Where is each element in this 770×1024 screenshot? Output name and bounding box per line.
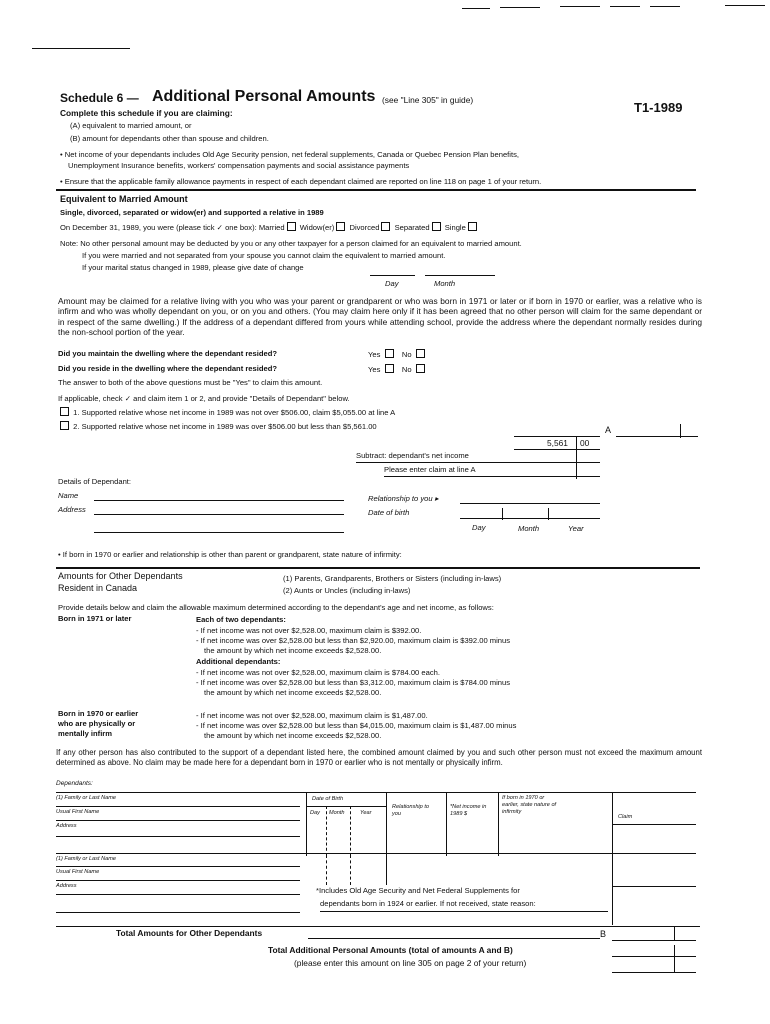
see-guide-note: (see "Line 305" in guide) [382,95,474,105]
scan-mark [560,6,600,7]
question-reside: Did you reside in the dwelling where the dependant resided? [58,364,277,373]
status-prompt: On December 31, 1989, you were (please tick ✓ one box): [60,223,257,232]
dependants-label: Dependants: [56,780,93,787]
line-b-marker: B [600,929,607,939]
enter-claim-label: Please enter claim at line A [384,465,476,474]
status-widower: Widow(er) [299,223,335,232]
col-net-income: *Net income in 1989 $ [450,804,487,817]
q1-yes-checkbox[interactable] [385,349,394,358]
q2-yes-checkbox[interactable] [385,364,394,373]
first-name-field-2[interactable] [56,880,300,881]
dob-divider [502,508,503,520]
col-date-of-birth: Date of Birth [312,796,344,802]
col-address-2: Address [56,883,77,889]
total-additional-note: (please enter this amount on line 305 on page 2 of your return) [294,958,527,968]
rule-5: - If net income was not over $2,528.00, maximum claim is $1,487.00. [196,711,428,720]
binding-line [32,48,130,49]
status-separated: Separated [394,223,430,232]
answer-requirement-note: The answer to both of the above questions must be "Yes" to claim this amount. [58,378,323,387]
dob-month-label: Month [518,524,540,533]
footnote-1: *Includes Old Age Security and Net Federal Supplements for [316,886,520,895]
change-day-field[interactable] [370,275,415,276]
change-month-field[interactable] [425,275,495,276]
dob-label: Date of birth [368,508,410,517]
address-field-2b[interactable] [56,912,300,913]
q1-yes-label: Yes [368,350,381,359]
footnote-reason-field[interactable] [320,911,608,912]
dob-divider [548,508,549,520]
additional-label: Additional dependants: [196,657,281,666]
rule-2: - If net income was over $2,528.00 but less than $2,920.00, maximum claim is $392.00 minus [196,636,511,645]
family-name-field-2[interactable] [56,866,300,867]
base-amount-dollars: 5,561 [547,438,568,448]
born-1971-label: Born in 1971 or later [58,614,132,623]
scan-mark [500,7,540,8]
note-line-2: If you were married and not separated from your spouse you cannot claim the equivalent to married amount. [82,251,446,260]
col-family-name: (1) Family or Last Name [56,795,116,801]
born-1970-label: Born in 1970 or earlier [58,709,139,718]
each-two-label: Each of two dependants: [196,615,286,624]
rule-6-cont: the amount by which net income exceeds $2,528.00. [204,731,382,740]
q2-no-checkbox[interactable] [416,364,425,373]
dependant-name-field[interactable] [94,500,344,501]
col-first-name-2: Usual First Name [56,869,100,875]
q1-answers [368,349,427,359]
q2-no-label: No [401,365,412,374]
single-checkbox[interactable] [468,222,477,231]
equivalent-subheading: Single, divorced, separated or widow(er) and supported a relative in 1989 [60,208,324,217]
calc-box-top [514,436,600,437]
first-name-field[interactable] [56,820,300,821]
dob-field[interactable] [460,518,600,519]
subtract-label: Subtract: dependant's net income [356,451,469,460]
col-infirmity: If born in 1970 or earlier, state nature of infirmity [502,795,557,815]
option-a: (A) equivalent to married amount, or [70,121,192,130]
q1-no-checkbox[interactable] [416,349,425,358]
table-col-rule [326,855,327,885]
rule-3: - If net income was not over $2,528.00, maximum claim is $784.00 each. [196,668,440,677]
total-additional-double [612,972,696,973]
table-col-rule [446,792,447,856]
marital-status-row [60,222,479,232]
q1-no-label: No [401,350,412,359]
item-1-checkbox[interactable] [60,407,69,416]
table-col-rule [350,855,351,885]
line-b-field[interactable] [612,940,696,941]
change-month-label: Month [434,279,456,288]
table-col-rule [386,792,387,856]
eligibility-paragraph: Amount may be claimed for a relative living with you who was your parent or grandparent or who was born in 1971 or later or if born in 1970 or earlier, was a relative who is infirm and who was wholly dependant on you, or on you and others. (You may claim here only if it has been agreed that no other person will claim for the same dependant or in respect of the same dwelling.) If the address of a dependant differed from yours while attending school, provide the address where the dependant normally resides during the non-school portion of the year. [58,296,702,337]
item-2-checkbox[interactable] [60,421,69,430]
status-married: Married [258,223,285,232]
total-other-leader [308,938,600,939]
rule-6: - If net income was over $2,528.00 but less than $4,015.00, maximum claim is $1,487.00 minus [196,721,517,730]
table-col-rule [350,806,351,856]
table-col-rule [498,792,499,856]
col-claim: Claim [618,814,633,820]
combined-claim-paragraph: If any other person has also contributed to the support of a dependant listed here, the combined amount claimed by you and such other person must not exceed the maximum amount determined as above. No claim may be made here for a dependant born in 1970 or earlier who is not mentally or physically infirm. [56,748,702,767]
line-b-cents-separator [674,927,675,941]
rule-2-cont: the amount by which net income exceeds $2,528.00. [204,646,382,655]
bullet-family-allowance: • Ensure that the applicable family allowance payments in respect of each dependant claimed are reported on line 118 on page 1 of your return. [60,177,542,186]
dependant-address-field[interactable] [94,514,344,515]
relationship-label: Relationship to you ▸ [368,494,439,503]
total-additional-label: Total Additional Personal Amounts (total of amounts A and B) [268,945,513,955]
col-day: Day [310,810,320,816]
born-1970-label-2: who are physically or [58,719,136,728]
totals-divider [56,926,700,927]
item-1-row [58,407,395,417]
rule-1: - If net income was not over $2,528.00, maximum claim is $392.00. [196,626,422,635]
rule-4: - If net income was over $2,528.00 but less than $3,312.00, maximum claim is $784.00 minus [196,678,511,687]
col-address: Address [56,823,77,829]
relationship-field[interactable] [460,503,600,504]
dob-year-label: Year [568,524,584,533]
calc-box-line [514,449,600,450]
subtract-field[interactable] [356,462,600,463]
base-amount-cents: 00 [580,438,590,448]
section-divider [56,189,696,191]
col-month: Month [329,810,345,816]
rule-4-cont: the amount by which net income exceeds $2,528.00. [204,688,382,697]
details-label: Details of Dependant: [58,477,132,486]
table-row-rule [56,853,696,854]
widower-checkbox[interactable] [336,222,345,231]
table-col-rule [612,855,613,925]
other-heading: Amounts for Other Dependants [58,571,183,581]
note-line-3: If your marital status changed in 1989, please give date of change [82,263,304,272]
col-year: Year [360,810,372,816]
table-col-rule [306,792,307,856]
name-label: Name [58,491,79,500]
form-code: T1-1989 [634,100,683,115]
cents-separator-2 [576,449,577,479]
address-label: Address [58,505,86,514]
born-1970-label-3: mentally infirm [58,729,113,738]
col-family-name-2: (1) Family or Last Name [56,856,116,862]
schedule-title: Additional Personal Amounts [152,88,376,105]
scan-mark [650,6,680,7]
total-additional-field[interactable] [612,956,696,957]
address-field[interactable] [56,836,300,837]
address-field-2[interactable] [56,894,300,895]
claim-total-line [384,476,600,477]
married-checkbox[interactable] [287,222,296,231]
item-2-row [58,421,377,431]
note-line-1: Note: No other personal amount may be deducted by you or any other taxpayer for a person claimed for an equivalent to married amount. [60,239,522,248]
table-col-rule [326,806,327,856]
scan-mark [725,5,765,6]
dependant-address-field-2[interactable] [94,532,344,533]
family-name-field[interactable] [56,806,300,807]
question-maintain: Did you maintain the dwelling where the dependant resided? [58,349,277,358]
status-single: Single [444,223,466,232]
complete-if-label: Complete this schedule if you are claiming: [60,108,233,118]
claim-field-2[interactable] [612,886,696,887]
claim-field-1[interactable] [612,824,696,825]
q2-yes-label: Yes [368,365,381,374]
scan-mark [462,8,490,9]
bullet-net-income: • Net income of your dependants includes Old Age Security pension, net federal supplements, Canada or Quebec Pension Plan benefits, [60,150,519,159]
scan-mark [610,6,640,7]
other-heading-2: Resident in Canada [58,583,138,593]
cents-separator [576,436,577,450]
line-a-field[interactable] [616,436,698,437]
status-divorced: Divorced [349,223,380,232]
table-top-rule [56,792,696,793]
applicable-note: If applicable, check ✓ and claim item 1 or 2, and provide "Details of Dependant" below. [58,394,350,403]
total-other-label: Total Amounts for Other Dependants [116,928,263,938]
separated-checkbox[interactable] [432,222,441,231]
col-relationship: Relationship to you [392,804,430,817]
option-b: (B) amount for dependants other than spouse and children. [70,134,269,143]
change-day-label: Day [385,279,399,288]
footnote-2: dependants born in 1924 or earlier. If not received, state reason: [320,899,536,908]
col-first-name: Usual First Name [56,809,100,815]
dob-day-label: Day [472,523,486,532]
bullet-net-income-cont: Unemployment Insurance benefits, workers' compensation payments and social assistance payments [68,161,410,170]
item-1-text: 1. Supported relative whose net income in 1989 was not over $506.00, claim $5,055.00 at line A [73,408,396,417]
provide-details: Provide details below and claim the allowable maximum determined according to the dependant's age and net income, as follows: [58,603,494,612]
line-a-cents-separator [680,424,681,438]
equivalent-heading: Equivalent to Married Amount [60,194,188,204]
group-2: (2) Aunts or Uncles (including in-laws) [283,586,411,595]
line-a-marker: A [605,425,612,435]
group-1: (1) Parents, Grandparents, Brothers or Sisters (including in-laws) [283,574,502,583]
q2-answers [368,364,427,374]
dob-subheader-rule [306,806,386,807]
infirmity-note: • If born in 1970 or earlier and relationship is other than parent or grandparent, state nature of infirmity: [58,550,402,559]
schedule-number: Schedule 6 — [60,91,139,105]
item-2-text: 2. Supported relative whose net income in 1989 was over $506.00 but less than $5,561.00 [73,422,377,431]
table-col-rule [386,855,387,885]
section-divider [56,567,700,569]
total-cents-separator [674,945,675,973]
divorced-checkbox[interactable] [381,222,390,231]
